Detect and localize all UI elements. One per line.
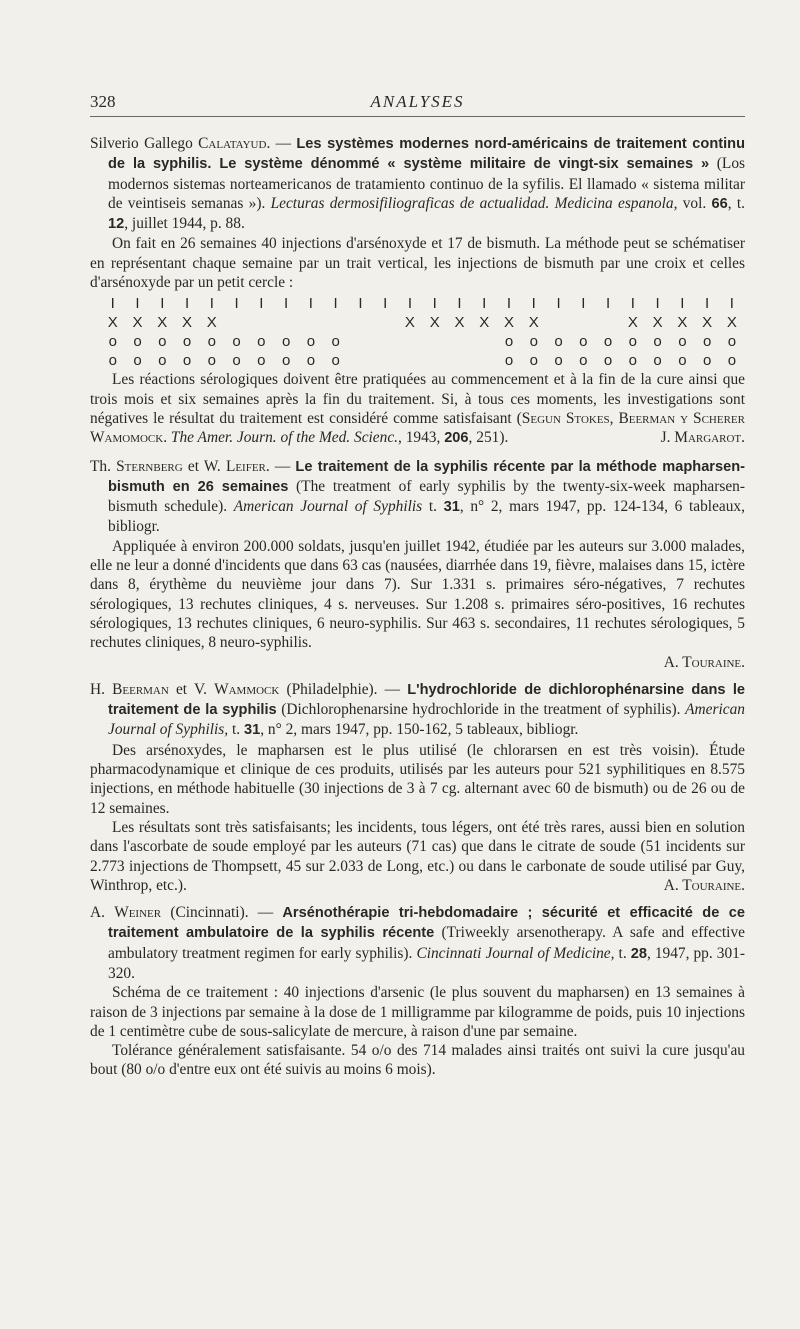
week-bar: I [284,295,289,313]
bismuth-cross: X [404,314,415,332]
journal-name: American Journal of Syphilis [233,498,423,516]
week-bar: I [184,295,190,313]
reviewer-signature: A. Touraine. [663,653,745,671]
author-surname: Beerman [112,680,169,698]
article-weiner [90,903,745,1080]
arsenoxyde-circle: o [628,352,637,370]
arsenoxyde-circle [399,332,421,351]
arsenoxyde-circle: o [133,352,142,370]
journal-name: Lecturas dermosifiliograficas de actualidad. Medicina espanola, [270,194,678,212]
bismuth-cross [300,313,322,332]
week-bar: I [506,295,512,313]
arsenoxyde-circle: o [702,352,712,370]
arsenoxyde-circle: o [653,352,662,370]
week-bar: I [630,295,635,313]
running-head: ANALYSES [370,92,465,111]
bismuth-cross: X [454,314,465,332]
bismuth-cross [597,313,619,332]
arsenoxyde-circle: o [653,333,662,351]
article-reference [90,457,745,537]
author-surname: Wammock [214,680,280,698]
paragraph-text: Les résultats sont très satisfaisants; les incidents, tous légers, ont été très rares, aussi bien en solution dans l'ascorbate de soude employé par les auteurs (71 cas) que dans le citrate de soude (51 incidents sur 2.773 injections de Thompsett, 45 sur 2.033 de Long, etc.) ou dans le carbonate de soude utilisé par Guy, Winthrop, etc.). [90,818,745,894]
week-bar: I [383,295,388,313]
bismuth-cross [350,313,372,332]
week-bar: I [680,295,685,313]
bismuth-cross: X [132,314,143,332]
cited-year: , 1943, [398,429,445,447]
author-place: (Cincinnati). — [161,904,283,922]
arsenoxyde-circle: o [579,352,588,370]
week-bar: I [432,295,437,313]
arsenoxyde-circle: o [331,352,340,370]
citation-tail: , n° 2, mars 1947, pp. 150-162, 5 tableaux, bibliogr. [260,721,579,739]
bismuth-cross: X [652,314,663,332]
page-header [90,92,745,117]
arsenoxyde-circle: o [281,352,291,370]
bismuth-cross: X [726,314,737,332]
bismuth-cross: X [206,314,217,332]
week-bar: I [482,295,487,313]
body-paragraph [90,818,745,895]
week-bar: I [209,295,214,313]
bismuth-cross: X [503,314,514,332]
body-paragraph: Appliquée à environ 200.000 soldats, jusqu'en juillet 1942, étudiée par les auteurs sur 3.000 malades, elle ne leur a donné d'incidents que dans 63 cas (nausées, diarrhée dans 19, fièvre, malaises dans 15, ictère dans 8, érythème du neuvième jour dans 7). Sur 1.331 s. primaires séro-négatives, 7 rechutes sérologiques, 13 rechutes cliniques, 4 s. nerveuses. Sur 1.208 s. primaires séro-positives, 16 rechutes sérologiques, 13 rechutes cliniques, 6 neuro-syphilis. Sur 463 s. secondaires, 11 rechutes sérologiques, 5 rechutes cliniques, 8 neuro-syphilis. [90,537,745,652]
author-initial: H. [90,680,113,698]
tome-number: 12 [108,216,125,233]
arsenoxyde-circle [424,351,446,370]
arsenoxyde-circle: o [702,333,712,351]
arsenoxyde-circle: o [504,333,514,351]
separator: . [163,429,171,447]
author-conjunction: et W. [182,457,226,475]
week-bar: I [308,295,313,313]
body-paragraph: On fait en 26 semaines 40 injections d'arsénoxyde et 17 de bismuth. La méthode peut se schématiser en représentant chaque semaine par un trait vertical, les injections de bismuth par une croix et celles d'arsénoxyde par un petit cercle : [90,235,745,292]
citation-tail: , juillet 1944, p. 88. [124,215,245,233]
article-calatayud [90,134,745,449]
tome-prefix: t. [422,498,444,516]
arsenoxyde-circle: o [232,352,241,370]
week-bar: I [407,295,413,313]
citation-tail: , 1947, pp. 301-320. [108,944,745,982]
week-bar: I [581,295,586,313]
author-conjunction: et V. [168,680,215,698]
bismuth-cross: X [627,314,638,332]
author-surname: Weiner [114,904,162,922]
author-surname: Calatayud [198,135,267,152]
arsenoxyde-circle [449,332,471,351]
week-bar: I [531,295,536,313]
citation-tail: , n° 2, mars 1947, pp. 124-134, 6 tableaux, bibliogr. [108,498,745,536]
original-title: (Los modernos sistemas norteamericanos de tratamiento continuo de la syfilis. El llamado « sistema militar de veintiseis semanas »). [108,155,746,212]
article-reference [90,134,745,234]
bismuth-cross: X [429,314,440,332]
arsenoxyde-circle: o [331,333,340,351]
week-bar: I [160,295,165,313]
body-paragraph: Schéma de ce traitement : 40 injections d'arsenic (le plus souvent du mapharsen) en 13 semaines à raison de 3 injections par semaine à la dose de 1 milligramme par kilogramme de poids, puis 10 injections de 1 centimètre cube de sous-salicylate de mercure, à raison d'une par semaine. [90,984,745,1040]
separator: . — [265,457,296,475]
bismuth-cross: X [157,314,168,332]
bismuth-cross [325,313,347,332]
bismuth-cross [374,313,396,332]
reviewer-signature: J. Margarot. [660,429,745,447]
reviewer-signature: A. Touraine. [663,876,745,894]
author-initial: Th. [90,457,117,475]
bismuth-cross: X [677,314,688,332]
article-reference [90,680,745,741]
arsenoxyde-circle [374,332,396,351]
author-surname: Leifer [225,457,266,475]
arsenoxyde-circle: o [504,352,514,370]
week-bar: I [556,295,561,313]
arsenoxyde-circle: o [182,333,192,351]
tome-number: 31 [443,499,460,516]
journal-name: Cincinnati Journal of Medicine, [416,944,615,962]
article-reference [90,903,745,983]
bismuth-cross [548,313,570,332]
arsenoxyde-circle: o [133,333,142,351]
body-paragraph [90,370,745,448]
article-beerman [90,680,745,895]
cited-pages: , 251). [468,429,509,447]
scheme-weeks-row [102,294,743,313]
arsenoxyde-circle [350,351,372,370]
bismuth-cross: X [182,314,193,332]
author-place: (Philadelphie). — [279,680,408,698]
article-title: Arsénothérapie tri-hebdomadaire ; sécurité et efficacité de ce traitement ambulatoire de la syphilis récente [108,905,745,942]
arsenoxyde-circle: o [306,352,316,370]
week-bar: I [135,295,140,313]
week-bar: I [358,295,363,313]
volume-prefix: vol. [677,194,712,212]
arsenoxyde-circle [350,332,372,351]
arsenoxyde-circle: o [529,352,538,370]
scheme-arsenoxyde-row [102,332,743,351]
arsenoxyde-circle: o [579,333,588,351]
page-content [90,134,745,1080]
arsenoxyde-circle: o [306,333,316,351]
week-bar: I [705,295,710,313]
scheme-arsenoxyde-row [102,351,743,370]
arsenoxyde-circle: o [257,333,266,351]
arsenoxyde-circle: o [603,352,613,370]
arsenoxyde-circle: o [678,352,687,370]
arsenoxyde-circle: o [727,352,737,370]
arsenoxyde-circle: o [603,333,613,351]
bismuth-cross [226,313,248,332]
tome-prefix: t. [614,944,631,962]
bismuth-cross: X [479,314,490,332]
article-title: L'hydrochloride de dichlorophénarsine dans le traitement de la syphilis [108,681,745,719]
original-title: (Dichlorophenarsine hydrochloride in the treatment of syphilis). [276,701,686,719]
arsenoxyde-circle: o [232,333,241,351]
tome-number: 28 [630,945,647,962]
week-bar: I [605,295,611,313]
article-title: Les systèmes modernes nord-américains de traitement continu de la syphilis. Le système dénommé « système militaire de vingt-six semaines » [108,136,746,173]
week-bar: I [655,295,660,313]
arsenoxyde-circle: o [281,333,291,351]
week-bar: I [457,295,462,313]
paragraph-text: Les réactions sérologiques doivent être pratiquées au commencement et à la fin de la cure ainsi que trois mois et six semaines après la fin du traitement. Si, à tous ces moments, les investigations sont négatives le résultat du traitement est considéré comme satisfaisant ( [90,371,745,427]
article-sternberg [90,457,745,672]
arsenoxyde-circle: o [182,352,192,370]
author-initial: A. [90,904,115,922]
original-title: (Triweekly arsenotherapy. A safe and effective ambulatory treatment regimen for early syphilis). [108,924,745,962]
bismuth-cross: X [107,314,118,332]
journal-name: American Journal of Syphilis, [108,701,745,739]
tome-prefix: t. [228,721,244,739]
week-bar: I [110,295,115,313]
article-title: Le traitement de la syphilis récente par la méthode mapharsen-bismuth en 26 semaines [108,458,745,495]
week-bar: I [234,295,239,313]
bismuth-cross [573,313,595,332]
arsenoxyde-circle: o [207,333,216,351]
bismuth-cross [275,313,297,332]
arsenoxyde-circle: o [727,333,737,351]
arsenoxyde-circle: o [108,352,117,370]
arsenoxyde-circle: o [554,333,563,351]
arsenoxyde-circle [473,351,495,370]
separator: . — [266,135,297,152]
author-surname: Sternberg [116,457,183,475]
arsenoxyde-circle: o [628,333,637,351]
arsenoxyde-circle: o [678,333,687,351]
author-name: Silverio Gallego [90,135,199,152]
arsenoxyde-circle [399,351,421,370]
cited-authors: Segun Stokes, Beerman y Scherer Wamomock [90,409,745,447]
page-number: 328 [90,92,116,111]
arsenoxyde-circle: o [554,352,563,370]
volume-number: 66 [711,195,728,212]
tome-number: 31 [243,722,261,739]
bismuth-cross: X [702,314,713,332]
original-title: (The treatment of early syphilis by the twenty-six-week mapharsen-bismuth schedule). [108,477,745,516]
tome-prefix: , t. [727,194,745,212]
arsenoxyde-circle [473,332,495,351]
scheme-bismuth-row [102,313,743,332]
injection-scheme [90,294,745,370]
bismuth-cross [251,313,273,332]
arsenoxyde-circle: o [207,352,216,370]
cited-journal: The Amer. Journ. of the Med. Scienc. [170,429,399,447]
arsenoxyde-circle [374,351,396,370]
arsenoxyde-circle: o [257,352,266,370]
arsenoxyde-circle: o [529,333,538,351]
body-paragraph: Tolérance généralement satisfaisante. 54 o/o des 714 malades ainsi traités ont suivi la cure jusqu'au bout (80 o/o d'entre eux ont été suivis au moins 6 mois). [90,1042,745,1079]
week-bar: I [333,295,338,313]
body-paragraph: Des arsénoxydes, le mapharsen est le plus utilisé (le chlorarsen en est très voisin). Étude pharmacodynamique et clinique de ces produits, utilisés par les auteurs pour 521 syphilitiques en 8.575 injections, en méthode habituelle (30 injections de 3 à 7 cg. alternant avec 60 de bismuth) ou de 26 ou de 12 semaines. [90,741,745,817]
arsenoxyde-circle [449,351,471,370]
arsenoxyde-circle: o [158,333,167,351]
arsenoxyde-circle [424,332,446,351]
cited-volume: 206 [444,430,469,447]
bismuth-cross: X [528,314,539,332]
week-bar: I [259,295,264,313]
week-bar: I [729,295,734,313]
arsenoxyde-circle: o [158,352,167,370]
arsenoxyde-circle: o [108,333,117,351]
